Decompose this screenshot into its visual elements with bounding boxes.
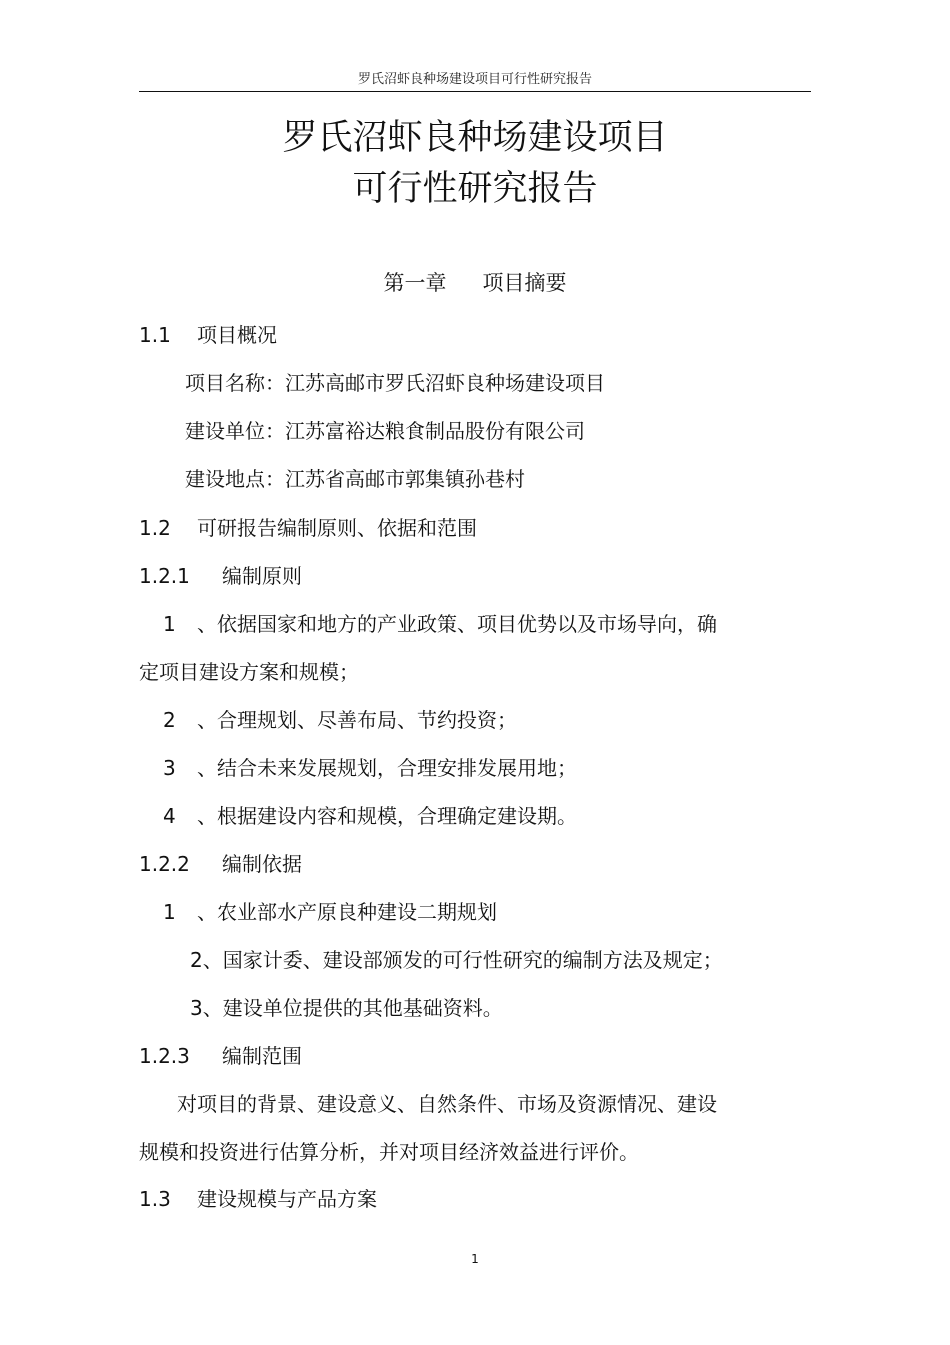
scope-paragraph-line-1: 对项目的背景、建设意义、自然条件、市场及资源情况、建设 bbox=[177, 1092, 717, 1116]
principle-4-text: 、根据建设内容和规模，合理确定建设期。 bbox=[197, 804, 577, 828]
chapter-heading bbox=[0, 267, 950, 297]
construction-location-line: 建设地点：江苏省高邮市郭集镇孙巷村 bbox=[185, 467, 525, 491]
section-1-2-3-number: 1.2.3 bbox=[139, 1044, 190, 1068]
principle-1-continuation: 定项目建设方案和规模； bbox=[139, 660, 359, 684]
page-number: 1 bbox=[471, 1252, 479, 1266]
basis-1-text: 、农业部水产原良种建设二期规划 bbox=[197, 900, 497, 924]
section-1-2-2-number: 1.2.2 bbox=[139, 852, 190, 876]
principle-4-number: 4 bbox=[163, 804, 176, 828]
basis-1-number: 1 bbox=[163, 900, 176, 924]
chapter-name: 项目摘要 bbox=[482, 271, 567, 295]
section-1-2-number: 1.2 bbox=[139, 516, 171, 540]
principle-1-text: 、依据国家和地方的产业政策、项目优势以及市场导向，确 bbox=[197, 612, 717, 636]
scope-paragraph-line-2: 规模和投资进行估算分析，并对项目经济效益进行评价。 bbox=[139, 1140, 639, 1164]
header-rule bbox=[139, 91, 811, 92]
section-1-2-1-number: 1.2.1 bbox=[139, 564, 190, 588]
document-title-line-1: 罗氏沼虾良种场建设项目 bbox=[282, 118, 668, 158]
principle-2-number: 2 bbox=[163, 708, 176, 732]
chapter-number: 第一章 bbox=[383, 271, 447, 295]
section-1-1-title: 项目概况 bbox=[197, 323, 277, 347]
basis-2-text: 2、国家计委、建设部颁发的可行性研究的编制方法及规定； bbox=[190, 948, 723, 972]
section-1-2-3-title: 编制范围 bbox=[222, 1044, 302, 1068]
section-1-2-1-title: 编制原则 bbox=[222, 564, 302, 588]
section-1-2-2-title: 编制依据 bbox=[222, 852, 302, 876]
section-1-3-number: 1.3 bbox=[139, 1187, 171, 1211]
principle-3-text: 、结合未来发展规划，合理安排发展用地； bbox=[197, 756, 577, 780]
principle-2-text: 、合理规划、尽善布局、节约投资； bbox=[197, 708, 517, 732]
running-header: 罗氏沼虾良种场建设项目可行性研究报告 bbox=[357, 72, 592, 87]
principle-3-number: 3 bbox=[163, 756, 176, 780]
principle-1-number: 1 bbox=[163, 612, 176, 636]
section-1-2-title: 可研报告编制原则、依据和范围 bbox=[197, 516, 477, 540]
construction-unit-line: 建设单位：江苏富裕达粮食制品股份有限公司 bbox=[185, 419, 585, 443]
basis-3-text: 3、建设单位提供的其他基础资料。 bbox=[190, 996, 503, 1020]
document-title-line-2: 可行性研究报告 bbox=[352, 169, 598, 209]
section-1-1-number: 1.1 bbox=[139, 323, 171, 347]
section-1-3-title: 建设规模与产品方案 bbox=[197, 1187, 377, 1211]
project-name-line: 项目名称：江苏高邮市罗氏沼虾良种场建设项目 bbox=[185, 371, 605, 395]
